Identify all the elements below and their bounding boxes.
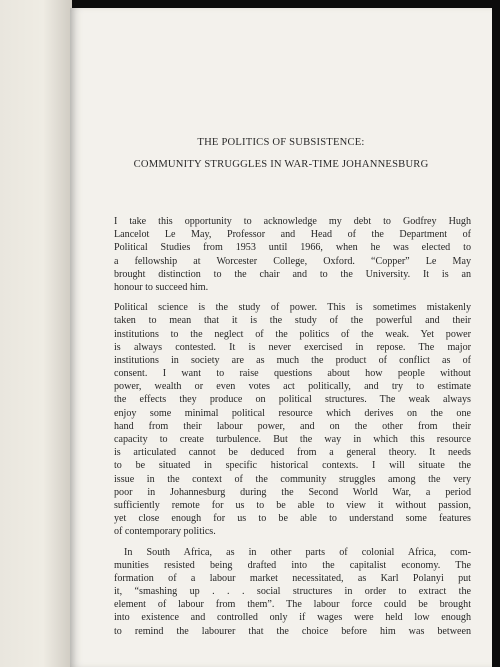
text-line: consent. I want to raise questions about how people without (114, 368, 471, 380)
text-line: to remind the labourer that the choice before him was between (114, 625, 471, 637)
text-line: hand from their labour power, and on the other from their (114, 420, 471, 432)
text-line: taken to mean that it is the study of the powerful and their (114, 315, 471, 327)
chapter-title (70, 132, 492, 176)
text-line: Lancelot Le May, Professor and Head of the Department of (114, 229, 471, 241)
text-line: I take this opportunity to acknowledge my debt to Godfrey Hugh (114, 216, 471, 227)
text-line: institutions to the neglect of the politics of the weak. Yet power (114, 328, 471, 340)
title-line-2: COMMUNITY STRUGGLES IN WAR-TIME JOHANNESBURG (133, 159, 429, 170)
text-line: is articulated cannot be deduced from a general theory. It needs (114, 447, 471, 459)
text-line: of contemporary politics. (114, 526, 216, 538)
body-text (114, 215, 471, 645)
text-line: enjoy some minimal political resource which derives on the one (114, 407, 471, 419)
text-line: Political Studies from 1953 until 1966, when he was elected to (114, 242, 471, 254)
text-line: to be situated in specific historical contexts. I will situate the (114, 460, 471, 472)
text-line: brought distinction to the chair and to the University. It is an (114, 268, 471, 280)
text-line: Political science is the study of power. This is sometimes mistakenly (114, 302, 471, 314)
text-line: the effects they produce on political structures. The weak always (114, 394, 471, 406)
text-line: yet close enough for us to be able to understand some features (114, 513, 471, 525)
paragraph-political-science (114, 301, 471, 538)
text-line: power, wealth or even votes act politically, and try to estimate (114, 381, 471, 393)
text-line: honour to succeed him. (114, 281, 209, 293)
text-line: poor in Johannesburg during the Second World War, a period (114, 486, 471, 498)
text-line: element of labour from them”. The labour force could be brought (114, 599, 471, 611)
paragraph-south-africa (114, 546, 471, 638)
text-line: capacity to create turbulence. But the way in which this resource (114, 434, 471, 445)
text-line: institutions in society are as much the product of conflict as of (114, 354, 471, 366)
book-page (70, 8, 492, 667)
facing-page-edge (0, 0, 72, 667)
text-line: a fellowship at Worcester College, Oxford. “Copper” Le May (114, 255, 471, 267)
title-line-1: THE POLITICS OF SUBSISTENCE: (197, 137, 365, 148)
text-line: issue in the context of the community struggles among the very (114, 473, 471, 485)
text-line: is always contested. It is never exercised in repose. The major (114, 341, 471, 353)
text-line: In South Africa, as in other parts of colonial Africa, com- (124, 546, 471, 558)
text-line: formation of a labour market necessitated, as Karl Polanyi put (114, 572, 471, 584)
text-line: into existence and controlled only if wages were held low enough (114, 612, 471, 624)
paragraph-acknowledgement (114, 215, 471, 294)
text-line: sufficiently remote for us to be able to view it without passion, (114, 499, 471, 511)
text-line: it, “smashing up . . . social structures in order to extract the (114, 586, 471, 598)
text-line: munities resisted being drafted into the capitalist economy. The (114, 559, 471, 571)
